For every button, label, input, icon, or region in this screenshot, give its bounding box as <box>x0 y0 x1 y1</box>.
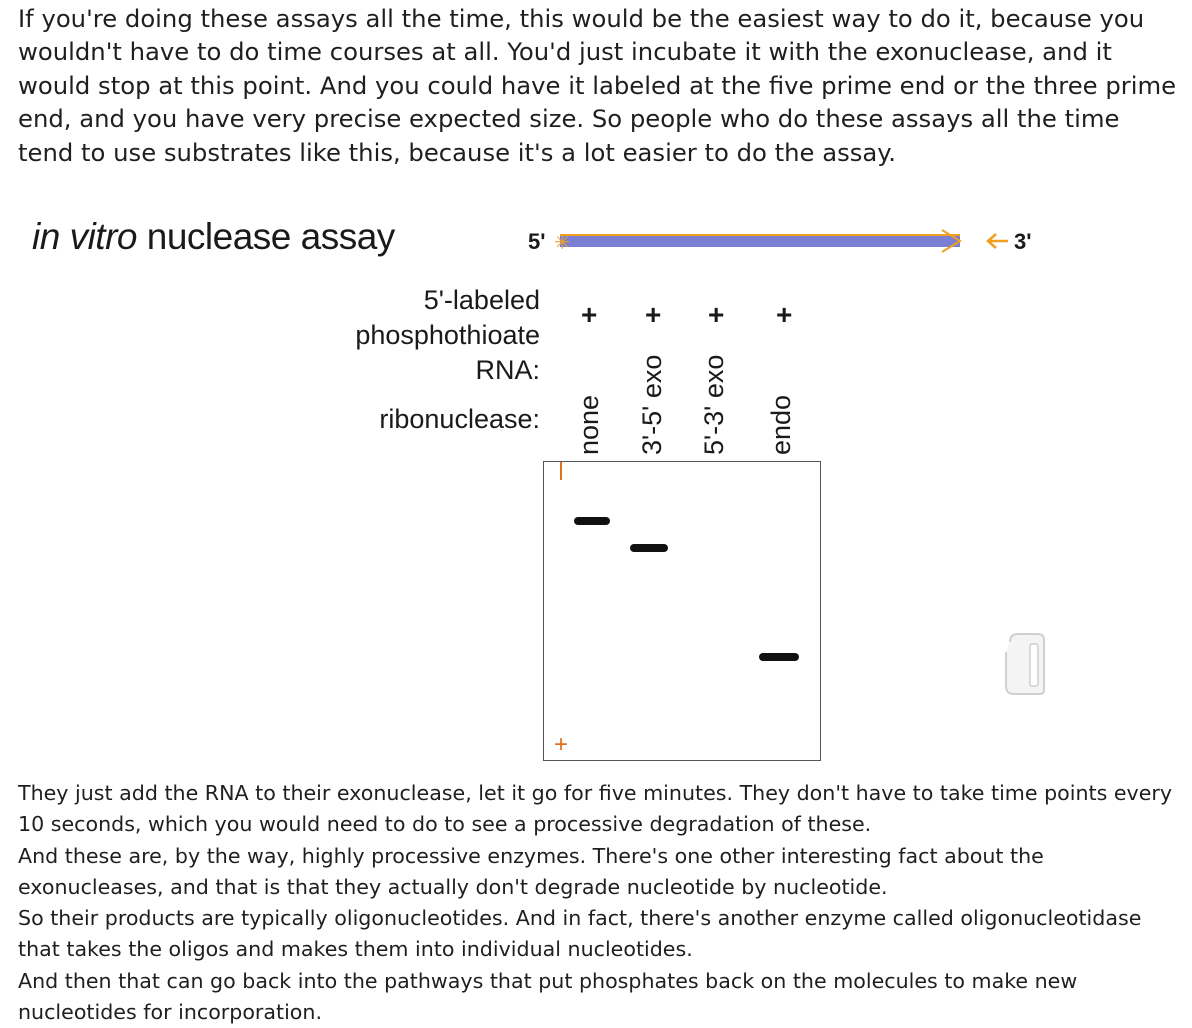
caption-bottom-paragraph-3: So their products are typically oligonucleotides. And in fact, there's another enzyme called oligonucleotidase that takes the oligos and makes them into individual nucleotides. <box>18 906 1142 962</box>
substrate-diagram <box>552 226 1012 258</box>
label-star-icon: ✳ <box>554 230 571 254</box>
rna-label-line3: RNA: <box>475 355 540 385</box>
gel-minus-electrode <box>560 462 562 480</box>
gel-band-lane-1 <box>574 517 610 525</box>
gel-box <box>543 461 821 761</box>
caption-bottom <box>18 778 1183 1028</box>
lane-1-rna-plus: + <box>581 299 598 330</box>
lane-2-enzyme-label: 3'-5' exo <box>637 354 667 455</box>
substrate-strand <box>560 235 960 247</box>
lane-3-enzyme-label: 5'-3' exo <box>699 354 729 455</box>
slide-title-italic: in vitro <box>32 216 137 257</box>
lane-4-enzyme-label: endo <box>766 394 796 455</box>
rna-label-line2: phosphothioate <box>355 320 540 350</box>
slide-title-rest: nuclease assay <box>136 216 395 257</box>
substrate-three-prime-label: 3' <box>1014 229 1032 254</box>
caption-bottom-paragraph-1: They just add the RNA to their exonuclease, let it go for five minutes. They don't have to take time points every 10 seconds, which you would need to do to see a processive degradation of these. <box>18 781 1173 837</box>
caption-bottom-paragraph-4: And then that can go back into the pathways that put phosphates back on the molecules to make new nucleotides for incorporation. <box>18 968 1078 1025</box>
lane-4-rna-plus: + <box>776 299 793 330</box>
lane-3-rna-plus: + <box>708 299 725 330</box>
lane-1-enzyme-label: none <box>574 394 604 455</box>
gel-band-lane-2 <box>630 544 668 552</box>
gel-band-lane-4 <box>759 653 799 661</box>
substrate-five-prime-label: 5' <box>528 229 546 254</box>
substrate-back-arrow <box>988 234 1008 248</box>
gel-plus-electrode: + <box>554 731 569 758</box>
caption-top: If you're doing these assays all the time, this would be the easiest way to do it, because you wouldn't have to do time courses at all. You'd just incubate it with the exonuclease, and it would stop at this point. And you could have it labeled at the five prime end or the three prime end, and you have very precise expected size. So people who do these assays all the time tend to use substrates like this, because it's a lot easier to do the assay. <box>18 4 1177 167</box>
copy-icon[interactable] <box>1000 628 1048 698</box>
rna-label-line1: 5'-labeled <box>423 285 540 315</box>
caption-bottom-paragraph-2: And these are, by the way, highly processive enzymes. There's one other interesting fact about the exonucleases, and that is that they actually don't degrade nucleotide by nucleotide. <box>18 843 1044 899</box>
rna-label <box>320 283 540 388</box>
slide-title <box>32 216 395 258</box>
substrate-s-label: S <box>970 229 985 254</box>
ribonuclease-label: ribonuclease: <box>379 404 540 434</box>
lane-2-rna-plus: + <box>645 299 662 330</box>
